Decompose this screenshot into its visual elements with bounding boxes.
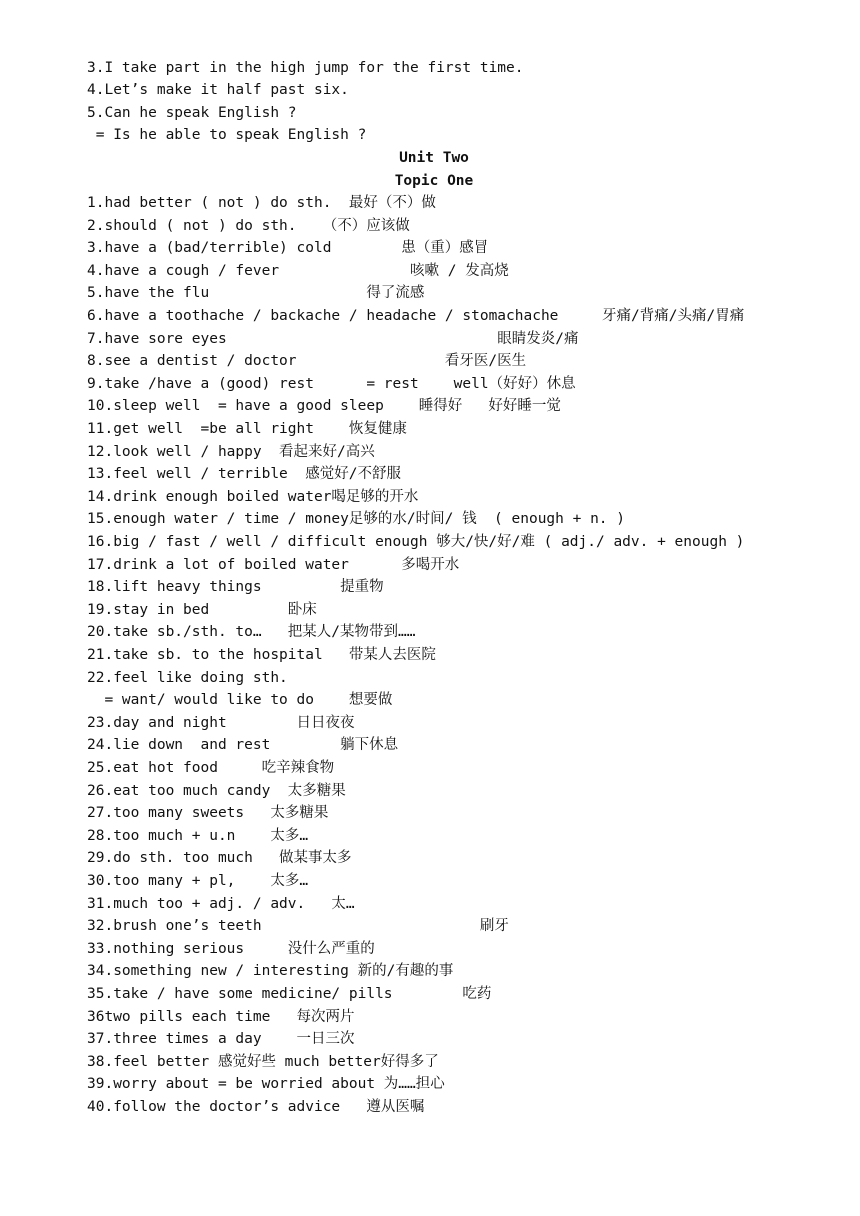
list-item: 3.have a (bad/terrible) cold 患（重）感冒 bbox=[87, 240, 489, 257]
list-item: 11.get well =be all right 恢复健康 bbox=[87, 421, 407, 437]
list-item: 16.big / fast / well / difficult enough 够大/快/好/难 ( adj./ adv. + enough ) bbox=[87, 534, 745, 550]
list-item: 31.much too + adj. / adv. 太… bbox=[87, 895, 355, 912]
list-item: 35.take / have some medicine/ pills 吃药 bbox=[87, 986, 492, 1002]
list-item: 19.stay in bed 卧床 bbox=[87, 601, 317, 618]
list-item: 14.drink enough boiled water喝足够的开水 bbox=[87, 488, 419, 505]
list-item: 27.too many sweets 太多糖果 bbox=[87, 805, 329, 822]
list-item: 7.have sore eyes 眼睛发炎/痛 bbox=[87, 330, 579, 347]
text-line: 3.I take part in the high jump for the first time. bbox=[87, 60, 524, 76]
text-line: 4.Let’s make it half past six. bbox=[87, 82, 349, 98]
list-item: 12.look well / happy 看起来好/高兴 bbox=[87, 443, 375, 460]
list-item: 38.feel better 感觉好些 much better好得多了 bbox=[87, 1053, 439, 1070]
list-item: 26.eat too much candy 太多糖果 bbox=[87, 782, 346, 799]
list-item: 15.enough water / time / money足够的水/时间/ 钱 ( enough + n. ) bbox=[87, 511, 625, 528]
list-item: 6.have a toothache / backache / headache / stomachache 牙痛/背痛/头痛/胃痛 bbox=[87, 308, 745, 324]
list-item: 5.have the flu 得了流感 bbox=[87, 285, 425, 302]
topic-title: Topic One bbox=[394, 173, 474, 189]
list-item: 21.take sb. to the hospital 带某人去医院 bbox=[87, 647, 436, 663]
list-item: 39.worry about = be worried about 为……担心 bbox=[87, 1076, 445, 1093]
list-item: 9.take /have a (good) rest = rest well（好好）休息 bbox=[87, 375, 576, 392]
list-item: 1.had better ( not ) do sth. 最好（不）做 bbox=[87, 195, 436, 211]
list-item: 24.lie down and rest 躺下休息 bbox=[87, 737, 399, 754]
unit-title: Unit Two bbox=[399, 150, 469, 166]
list-item: 28.too much + u.n 太多… bbox=[87, 827, 309, 844]
list-item: 23.day and night 日日夜夜 bbox=[87, 714, 355, 731]
list-item: 18.lift heavy things 提重物 bbox=[87, 579, 384, 596]
list-item: 29.do sth. too much 做某事太多 bbox=[87, 850, 352, 867]
list-item: 33.nothing serious 没什么严重的 bbox=[87, 940, 375, 957]
list-item: 22.feel like doing sth. bbox=[87, 669, 288, 686]
text-line: 5.Can he speak English ? bbox=[87, 105, 297, 121]
list-item: 30.too many + pl, 太多… bbox=[87, 873, 309, 889]
list-item: = want/ would like to do 想要做 bbox=[87, 692, 393, 709]
text-line: = Is he able to speak English ? bbox=[87, 127, 367, 143]
list-item: 13.feel well / terrible 感觉好/不舒服 bbox=[87, 466, 401, 483]
list-item: 10.sleep well = have a good sleep 睡得好 好好睡一觉 bbox=[87, 398, 561, 415]
list-item: 8.see a dentist / doctor 看牙医/医生 bbox=[87, 353, 527, 370]
list-item: 20.take sb./sth. to… 把某人/某物带到…… bbox=[87, 624, 416, 641]
list-item: 40.follow the doctor’s advice 遵从医嘱 bbox=[87, 1099, 425, 1115]
list-item: 32.brush one’s teeth 刷牙 bbox=[87, 918, 509, 935]
list-item: 36two pills each time 每次两片 bbox=[87, 1008, 355, 1025]
list-item: 25.eat hot food 吃辛辣食物 bbox=[87, 760, 335, 776]
list-item: 4.have a cough / fever 咳嗽 / 发高烧 bbox=[87, 262, 509, 279]
list-item: 17.drink a lot of boiled water 多喝开水 bbox=[87, 556, 460, 573]
list-item: 34.something new / interesting 新的/有趣的事 bbox=[87, 963, 454, 980]
list-item: 37.three times a day 一日三次 bbox=[87, 1031, 355, 1048]
list-item: 2.should ( not ) do sth. （不）应该做 bbox=[87, 217, 410, 234]
